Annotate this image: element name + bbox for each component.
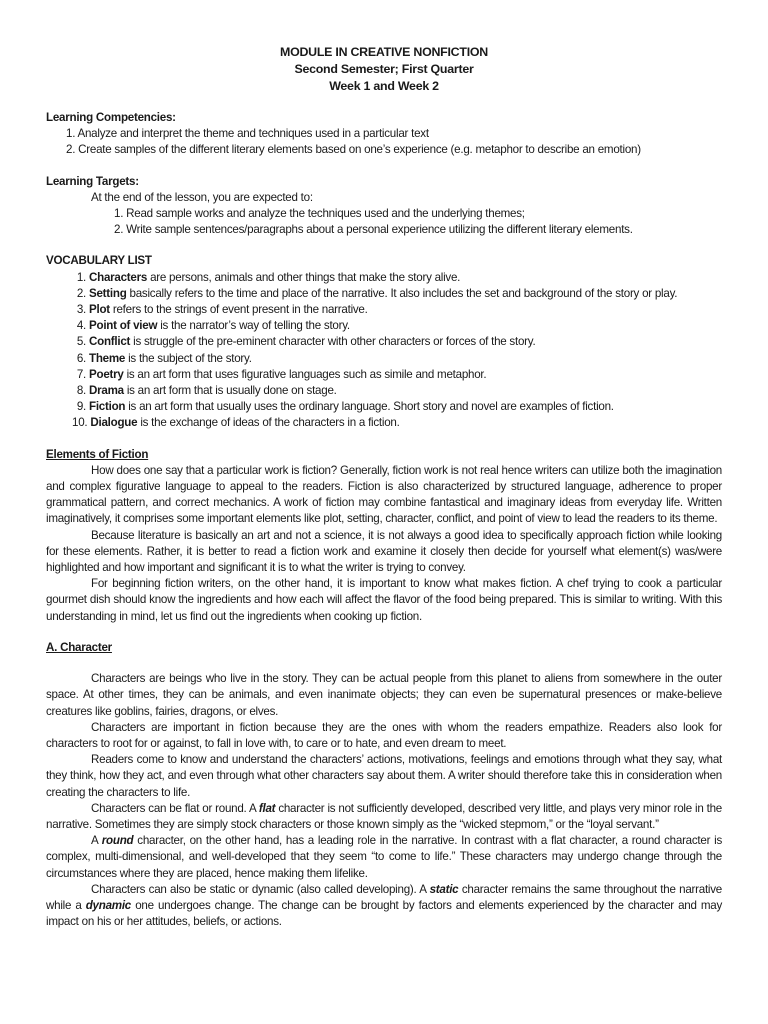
vocab-item [72, 334, 722, 350]
module-title: MODULE IN CREATIVE NONFICTION [280, 45, 488, 59]
body-paragraph: For beginning fiction writers, on the other hand, it is important to know what makes fiction. A chef trying to cook a particular gourmet dish should know the ingredients and how each will affect the flavor of the food being prepared. This is similar to writing. With this understanding in mind, let us find out the ingredients when cooking up fiction. [46, 577, 722, 623]
vocab-term: Poetry [89, 367, 124, 381]
paragraph-text: character remains the same throughout the narrative while a [46, 882, 722, 912]
static-term: static [429, 882, 459, 896]
vocab-item [72, 302, 722, 318]
vocab-item [72, 351, 722, 367]
vocab-item [72, 270, 722, 286]
learning-competencies-heading: Learning Competencies: [46, 111, 176, 124]
paragraph-text: one undergoes change. The change can be brought by factors and elements experienced by the character and may impact on his or her attitudes, beliefs, or actions. [46, 898, 722, 929]
vocab-term: Plot [89, 303, 110, 317]
vocab-definition: is an art form that uses figurative languages such as simile and metaphor. [123, 367, 487, 381]
flat-term: flat [258, 801, 276, 815]
vocab-term: Fiction [89, 400, 126, 414]
vocab-definition: is an art form that usually uses the ordinary language. Short story and novel are examples of fiction. [125, 400, 614, 414]
character-heading: A. Character [46, 640, 112, 654]
vocab-number: 1. [76, 270, 86, 284]
round-term: round [101, 834, 134, 848]
vocab-item [72, 318, 722, 334]
body-paragraph: Readers come to know and understand the characters’ actions, motivations, feelings and emotions through what they say, what they think, how they act, and even through what other characters say about them. A writer should therefore take this in consideration when creating the characters to life. [46, 753, 722, 799]
vocab-number: 2. [76, 286, 86, 300]
learning-competencies-section [46, 110, 722, 159]
learning-targets-section [46, 174, 722, 239]
body-paragraph [46, 882, 722, 931]
learning-targets-intro: At the end of the lesson, you are expected to: [91, 190, 313, 204]
vocab-definition: is an art form that is usually done on stage. [123, 384, 337, 398]
vocab-definition: is the narrator’s way of telling the story. [157, 319, 350, 333]
paragraph-text: character, on the other hand, has a leading role in the narrative. In contrast with a flat character, a round character is complex, multi-dimensional, and well-developed that they seem “to come to life.” These characters may undergo change through the circumstances where they are placed, hence making them lifelike. [46, 834, 722, 880]
vocab-number: 3. [76, 303, 86, 317]
vocab-term: Setting [89, 286, 127, 300]
vocab-definition: is the subject of the story. [125, 351, 252, 365]
vocab-definition: basically refers to the time and place of the narrative. It also includes the set and background of the story or play. [126, 286, 678, 300]
vocab-term: Dialogue [90, 416, 138, 430]
competency-item: 1. Analyze and interpret the theme and techniques used in a particular text [66, 127, 429, 141]
vocab-item [72, 383, 722, 399]
vocab-item [72, 399, 722, 415]
week-line: Week 1 and Week 2 [329, 79, 439, 93]
body-paragraph: How does one say that a particular work is fiction? Generally, fiction work is not real hence writers can utilize both the imagination and complex figurative language to appeal to the readers. Fiction is also characterized by structured language, adherence to proper grammatical pattern, and correct mechanics. A work of fiction may combine fantastical and imaginary ideas from everyday life. Written imaginatively, it comprises some important elements like plot, setting, character, conflict, and point of view to lead the readers to its theme. [46, 463, 722, 526]
vocab-term: Characters [89, 270, 148, 284]
target-item: 1. Read sample works and analyze the techniques used and the underlying themes; [114, 207, 525, 221]
elements-of-fiction-section [46, 447, 722, 625]
elements-of-fiction-heading: Elements of Fiction [46, 447, 149, 461]
vocabulary-heading: VOCABULARY LIST [46, 254, 152, 268]
vocab-number: 8. [76, 384, 86, 398]
vocab-term: Drama [89, 384, 124, 398]
vocab-definition: is the exchange of ideas of the characters in a fiction. [137, 416, 400, 430]
dynamic-term: dynamic [85, 898, 132, 912]
vocabulary-list [46, 270, 722, 432]
vocab-number: 10. [72, 416, 88, 430]
body-paragraph: Because literature is basically an art and not a science, it is not always a good idea to specifically approach fiction while looking for these elements. Rather, it is better to read a fiction work and examine it closely then decide for yourself what element(s) was/were highlighted and how important and significant it is to what the writer is trying to convey. [46, 528, 722, 575]
vocab-number: 9. [76, 400, 86, 414]
character-section [46, 640, 722, 930]
vocab-term: Point of view [89, 319, 158, 333]
vocab-number: 5. [76, 335, 86, 349]
vocab-definition: refers to the strings of event present in the narrative. [109, 303, 368, 317]
vocab-item [72, 415, 722, 431]
body-paragraph [46, 801, 722, 833]
paragraph-text: Characters can be flat or round. A [91, 801, 259, 815]
module-title-block [46, 44, 722, 95]
paragraph-text: character is not sufficiently developed, described very little, and plays very minor role in the narrative. Sometimes they are simply stock characters or those known simply as the “wicked stepmom,” or the “loyal servant.” [46, 801, 722, 831]
paragraph-text: A [91, 834, 102, 848]
vocab-number: 6. [76, 351, 86, 365]
vocab-term: Theme [89, 351, 126, 365]
vocab-item [72, 367, 722, 383]
vocab-definition: are persons, animals and other things that make the story alive. [147, 270, 461, 284]
vocab-number: 4. [76, 319, 86, 333]
body-paragraph: Characters are important in fiction because they are the ones with whom the readers empathize. Readers also look for characters to root for or against, to fall in love with, to care or to hate, and even dream to meet. [46, 720, 722, 750]
vocabulary-section [46, 253, 722, 431]
body-paragraph: Characters are beings who live in the story. They can be actual people from this planet to aliens from somewhere in the outer space. At other times, they can be animals, and even inanimate objects; they can even be supernatural presences or make-believe creatures like goblins, fairies, dragons, or elves. [46, 672, 722, 718]
competency-item: 2. Create samples of the different literary elements based on one’s experience (e.g. metaphor to describe an emotion) [66, 143, 641, 157]
body-paragraph [46, 833, 722, 882]
vocab-item [72, 286, 722, 302]
vocab-definition: is struggle of the pre-eminent character with other characters or forces of the story. [130, 335, 536, 349]
vocab-number: 7. [76, 367, 86, 381]
paragraph-text: Characters can also be static or dynamic (also called developing). A [91, 882, 430, 896]
vocab-term: Conflict [89, 335, 131, 349]
semester-line: Second Semester; First Quarter [294, 62, 474, 76]
learning-targets-heading: Learning Targets: [46, 174, 139, 188]
target-item: 2. Write sample sentences/paragraphs about a personal experience utilizing the different literary elements. [114, 223, 633, 237]
